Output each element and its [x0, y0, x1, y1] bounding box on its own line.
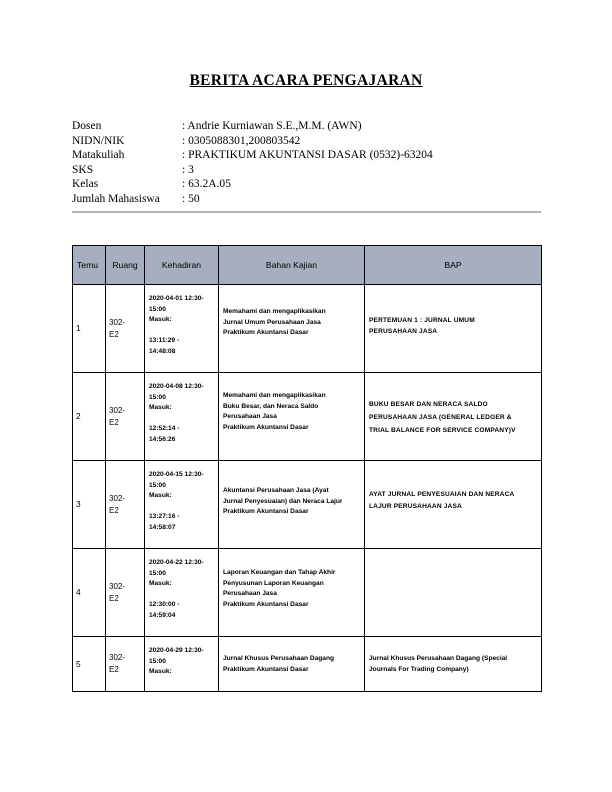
ruang-line: 302- — [109, 493, 126, 503]
ruang-line: E2 — [109, 329, 119, 339]
page-title: BERITA ACARA PENGAJARAN — [189, 72, 423, 89]
kehadiran-line: 15:00 — [149, 393, 166, 401]
info-value: : 63.2A.05 — [182, 178, 231, 191]
bap-line: Journals For Trading Company) — [369, 665, 469, 673]
info-label: NIDN/NIK — [72, 134, 125, 147]
ruang-line: E2 — [109, 593, 119, 603]
kehadiran-line: Masuk: — [149, 668, 172, 675]
bahan-line: Memahami dan mengaplikasikan — [223, 308, 326, 315]
bap-line: LAJUR PERUSAHAAN JASA — [369, 503, 462, 510]
ruang-line: E2 — [109, 665, 119, 674]
bahan-line: Perusahaan Jasa — [223, 590, 277, 597]
bap-line: PERUSAHAAN JASA (GENERAL LEDGER & — [369, 414, 512, 421]
bap-line: Jurnal Khusus Perusahaan Dagang (Special — [369, 655, 508, 662]
info-value: : PRAKTIKUM AKUNTANSI DASAR (0532)-63204 — [182, 149, 433, 162]
kehadiran-line: 12:30:00 - — [149, 601, 180, 608]
ruang-line: E2 — [109, 505, 119, 515]
kehadiran-line: 15:00 — [149, 657, 166, 665]
info-label: Dosen — [72, 120, 102, 132]
info-row-sks — [72, 163, 433, 178]
ruang-line: 302- — [109, 405, 126, 415]
kehadiran-line: 14:56:26 — [149, 435, 176, 443]
bahan-line: Praktikum Akuntansi Dasar — [223, 508, 309, 515]
bahan-line: Jurnal Khusus Perusahaan Dagang — [223, 655, 335, 662]
bap-line: AYAT JURNAL PENYESUAIAN DAN NERACA — [369, 491, 515, 498]
kehadiran-line: 2020-04-29 12:30- — [149, 647, 204, 654]
header-kehadiran: Kehadiran — [145, 246, 219, 285]
info-label: Matakuliah — [72, 149, 125, 162]
bahan-line: Jurnal Penyesuaian) dan Neraca Lajur — [223, 497, 343, 505]
cell-bahan-kajian — [219, 373, 365, 461]
kehadiran-line: 2020-04-01 12:30- — [149, 295, 204, 302]
info-row-matakuliah — [72, 148, 433, 163]
info-row-nidn — [72, 134, 433, 149]
table-row — [73, 461, 542, 549]
kehadiran-line: 13:27:16 - — [149, 513, 180, 520]
kehadiran-line: 2020-04-08 12:30- — [149, 383, 204, 390]
kehadiran-line: 14:59:04 — [149, 611, 176, 619]
header-temu: Temu — [73, 246, 106, 285]
cell-temu: 3 — [73, 461, 106, 549]
info-row-dosen — [72, 119, 433, 134]
kehadiran-line: 14:58:07 — [149, 523, 176, 531]
cell-ruang — [106, 549, 145, 637]
table-row — [73, 285, 542, 373]
bap-line: TRIAL BALANCE FOR SERVICE COMPANY)V — [369, 427, 516, 434]
cell-bap — [365, 637, 542, 692]
cell-kehadiran — [145, 373, 219, 461]
cell-temu: 1 — [73, 285, 106, 373]
info-value: : 0305088301,200803542 — [182, 134, 301, 147]
kehadiran-line: Masuk: — [149, 492, 172, 499]
ruang-line: 302- — [109, 653, 126, 662]
kehadiran-line — [149, 590, 215, 601]
bahan-line: Akuntansi Perusahaan Jasa (Ayat — [223, 487, 329, 494]
bahan-line: Penyusunan Laporan Keuangan — [223, 579, 324, 587]
cell-kehadiran — [145, 285, 219, 373]
divider — [72, 211, 541, 213]
bahan-line: Buku Besar, dan Neraca Saldo — [223, 402, 319, 410]
table-row — [73, 549, 542, 637]
kehadiran-line — [149, 414, 215, 425]
bap-line: PERTEMUAN 1 : JURNAL UMUM — [369, 317, 475, 324]
course-info — [72, 119, 433, 207]
header-ruang: Ruang — [106, 246, 145, 285]
cell-ruang — [106, 285, 145, 373]
kehadiran-line: Masuk: — [149, 580, 172, 587]
cell-temu: 2 — [73, 373, 106, 461]
cell-kehadiran — [145, 549, 219, 637]
info-value: : 3 — [182, 163, 194, 176]
bahan-line: Perusahaan Jasa — [223, 413, 277, 420]
info-label: Kelas — [72, 178, 99, 191]
cell-kehadiran — [145, 461, 219, 549]
cell-bap — [365, 373, 542, 461]
bahan-line: Laporan Keuangan dan Tahap Akhir — [223, 569, 336, 576]
header-bap: BAP — [365, 246, 542, 285]
cell-temu: 4 — [73, 549, 106, 637]
ruang-line: 302- — [109, 317, 126, 327]
bap-line: PERUSAHAAN JASA — [369, 327, 438, 335]
kehadiran-line: 14:48:08 — [149, 347, 176, 355]
kehadiran-line: 15:00 — [149, 569, 166, 577]
kehadiran-line: 2020-04-15 12:30- — [149, 471, 204, 478]
cell-bap — [365, 549, 542, 637]
cell-ruang — [106, 637, 145, 692]
info-value: : Andrie Kurniawan S.E.,M.M. (AWN) — [182, 120, 362, 132]
cell-temu: 5 — [73, 637, 106, 692]
bahan-line: Praktikum Akuntansi Dasar — [223, 600, 309, 608]
table-row — [73, 637, 542, 692]
cell-bap — [365, 285, 542, 373]
info-row-jumlah-mahasiswa — [72, 192, 433, 207]
info-label: SKS — [72, 163, 94, 176]
table-row — [73, 373, 542, 461]
bahan-line: Memahami dan mengaplikasikan — [223, 392, 326, 399]
kehadiran-line: 13:11:29 - — [149, 337, 180, 344]
cell-ruang — [106, 461, 145, 549]
kehadiran-line: 15:00 — [149, 481, 166, 489]
info-row-kelas — [72, 177, 433, 192]
cell-bahan-kajian — [219, 461, 365, 549]
cell-bahan-kajian — [219, 549, 365, 637]
kehadiran-line: Masuk: — [149, 316, 172, 323]
bahan-line: Praktikum Akuntansi Dasar — [223, 423, 309, 431]
kehadiran-line — [149, 326, 215, 337]
bahan-line: Jurnal Umum Perusahaan Jasa — [223, 318, 321, 326]
ruang-line: 302- — [109, 581, 126, 591]
cell-bahan-kajian — [219, 285, 365, 373]
bahan-line: Praktikum Akuntansi Dasar — [223, 665, 309, 673]
info-value: : 50 — [182, 192, 200, 205]
kehadiran-line: Masuk: — [149, 404, 172, 411]
kehadiran-line: 12:52:14 - — [149, 425, 180, 432]
bap-table — [72, 245, 542, 692]
bahan-line: Praktikum Akuntansi Dasar — [223, 329, 309, 336]
cell-kehadiran — [145, 637, 219, 692]
kehadiran-line: 2020-04-22 12:30- — [149, 559, 204, 566]
cell-bahan-kajian — [219, 637, 365, 692]
kehadiran-line — [149, 502, 215, 513]
table-header-row — [73, 246, 542, 285]
kehadiran-line: 15:00 — [149, 305, 166, 313]
cell-bap — [365, 461, 542, 549]
bap-line: BUKU BESAR DAN NERACA SALDO — [369, 401, 488, 408]
ruang-line: E2 — [109, 417, 119, 427]
cell-ruang — [106, 373, 145, 461]
info-label: Jumlah Mahasiswa — [72, 192, 160, 205]
header-bahan-kajian: Bahan Kajian — [219, 246, 365, 285]
